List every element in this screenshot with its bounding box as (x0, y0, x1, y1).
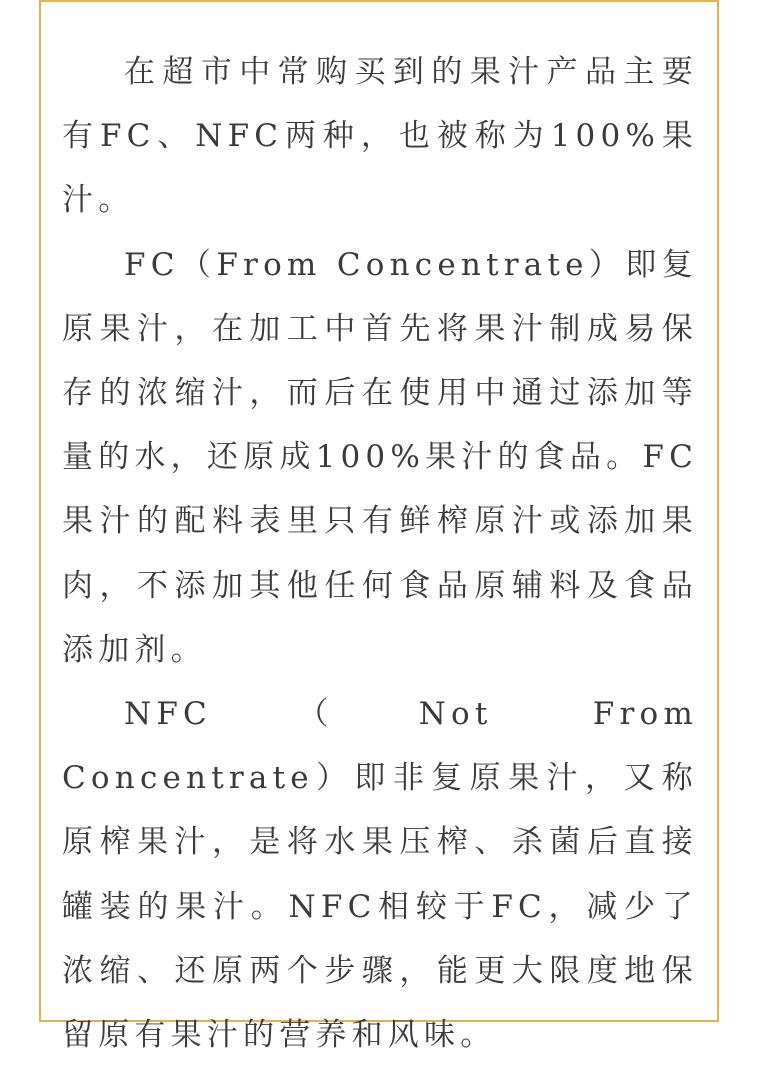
article-body (62, 40, 698, 1067)
paragraph-intro: 在超市中常购买到的果汁产品主要有FC、NFC两种，也被称为100%果汁。 (62, 54, 698, 219)
paragraph-nfc: NFC（Not From Concentrate）即非复原果汁，又称原榨果汁，是将水果压榨、杀菌后直接罐装的果汁。NFC相较于FC，减少了浓缩、还原两个步骤，能更大限度地保留原有果汁的营养和风味。 (62, 696, 698, 1054)
paragraph-fc: FC（From Concentrate）即复原果汁，在加工中首先将果汁制成易保存的浓缩汁，而后在使用中通过添加等量的水，还原成100%果汁的食品。FC果汁的配料表里只有鲜榨原汁或添加果肉，不添加其他任何食品原辅料及食品添加剂。 (62, 246, 698, 668)
